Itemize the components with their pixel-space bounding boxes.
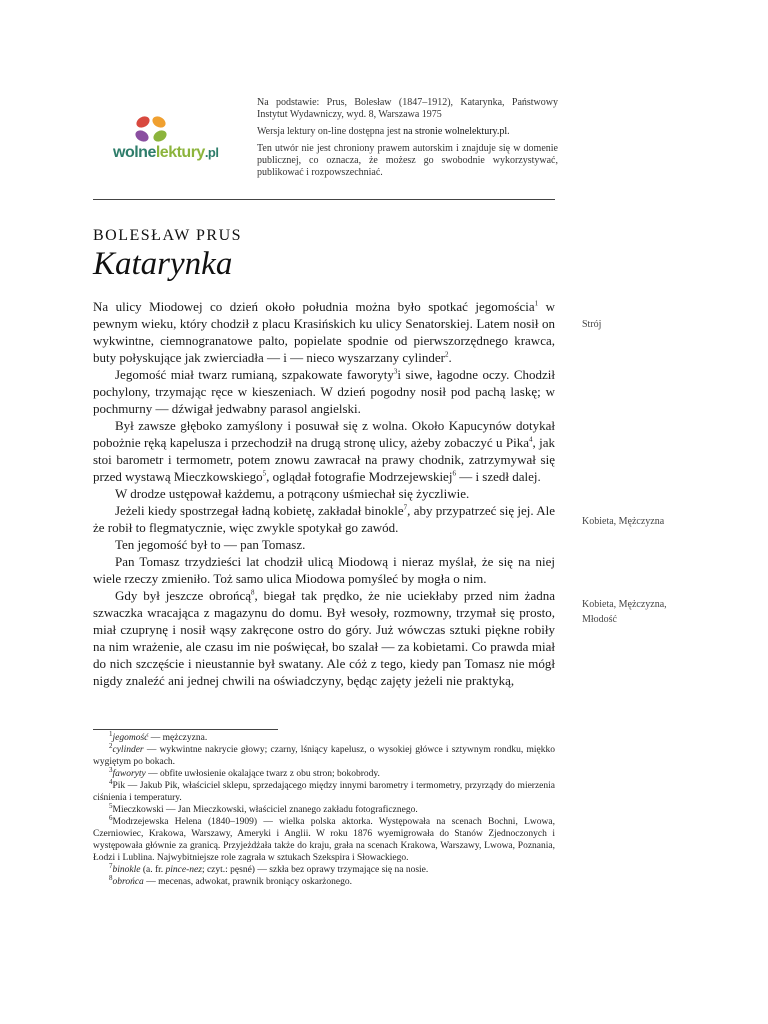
text-span: Był zawsze głęboko zamyślony i posuwał się z wolna. Około Kapucynów dotykał pobożnie ręką kapelusza i przechodził na drugą stronę ulicy, ażeby zobaczyć u Pika [93, 418, 555, 450]
footnote-number: 3 [109, 765, 113, 774]
footnote-text: ; czyt.: pęsné) — szkła bez oprawy trzymające się na nosie. [201, 865, 429, 875]
footnote-ref-3[interactable]: 3 [393, 367, 398, 376]
footnotes [93, 729, 555, 888]
text-span: — i szedł dalej. [455, 469, 541, 484]
margin-note-3[interactable]: Kobieta, Mężczyzna, Młodość [582, 599, 667, 625]
text-span: , oglądał fotografie Modrzejewskiej [266, 469, 453, 484]
paragraph-4: W drodze ustępował każdemu, a potrącony uśmiechał się życzliwie. [115, 486, 470, 501]
author-name: BOLESŁAW PRUS [93, 227, 243, 244]
footnote-5 [93, 801, 555, 816]
footnote-text: Modrzejewska Helena (1840–1909) — wielka polska aktorka. Występowała na scenach Bochni, Lwowa, Czerniowiec, Krakowa, Warszawy, Ameryki i Anglii. W roku 1876 wyemigrowała do Stanów Zjednoczonych i występowała głównie za granicą. Przyjeżdżała także do kraju, grała na scenach Krakowa, Warszawy, Lwowa, Poznania, Łodzi i Lublina. Najwybitniejsze role zagrała w sztukach Szekspira i Słowackiego. [93, 817, 555, 863]
online-note [257, 126, 558, 138]
source-note: Na podstawie: Prus, Bolesław (1847–1912), Katarynka, Państwowy Instytut Wydawniczy, wyd. 8, Warszawa 1975 [257, 97, 558, 120]
footnote-ref-2[interactable]: 2 [444, 350, 449, 359]
wolnelektury-logo[interactable] [113, 114, 245, 176]
footnote-ref-5[interactable]: 5 [262, 469, 267, 478]
text-span: , aby przypatrzeć się jej. Ale że robił to flegmatycznie, więc zwykle spotykał go zawód. [93, 503, 555, 535]
logo-leaves-icon [129, 114, 175, 148]
footnote-term: obrońca [112, 877, 144, 887]
footnote-1 [93, 729, 555, 744]
paragraph-2 [93, 366, 555, 417]
footnote-ref-7[interactable]: 7 [403, 503, 408, 512]
footnote-number: 7 [109, 861, 113, 870]
paragraph-5 [93, 502, 555, 536]
footnote-ref-4[interactable]: 4 [529, 435, 533, 444]
footnote-term: faworyty [112, 769, 146, 779]
footnote-ref-1[interactable]: 1 [534, 299, 539, 308]
text-span: Gdy był jeszcze obrońcą [115, 588, 252, 603]
text-span: Jeżeli kiedy spostrzegał ładną kobietę, zakładał binokle [115, 503, 404, 518]
online-prefix: Wersja lektury on-line dostępna jest [257, 126, 404, 137]
work-title: Katarynka [93, 246, 233, 282]
footnote-term: binokle [112, 865, 141, 875]
margin-note-1[interactable]: Strój [582, 319, 602, 330]
main-text [93, 298, 555, 689]
text-span: w pewnym wieku, który chodził z placu Krasińskich ku ulicy Senatorskiej. Latem nosił on wykwintne, ciemnogranatowe palto, popielate spodnie od pierwszorzędnego krawca, buty połyskujące jak zwierciadła — i — nieco wyszarzany cylinder [93, 299, 555, 365]
online-link[interactable]: na stronie wolnelektury.pl [403, 126, 508, 137]
footnote-6 [93, 813, 555, 864]
text-span: Jegomość miał twarz rumianą, szpakowate faworyty [115, 367, 394, 382]
text-span: . [448, 350, 452, 365]
text-span: Na ulicy Miodowej co dzień około południa można było spotkać jegomościa [93, 299, 535, 314]
paragraph-8 [93, 587, 555, 689]
margin-note-2[interactable]: Kobieta, Mężczyzna [582, 516, 665, 527]
logo-part-3: .pl [204, 145, 219, 160]
footnote-text: (a. fr. [140, 865, 166, 875]
paragraph-7: Pan Tomasz trzydzieści lat chodził ulicą Miodową i nieraz myślał, że się na niej wiele rzeczy zmieniło. Toż samo ulica Miodowa pomyśleć by mogła o nim. [93, 554, 555, 586]
footnote-text: — obfite uwłosienie okalające twarz z obu stron; bokobrody. [145, 769, 380, 779]
license-note: Ten utwór nie jest chroniony prawem autorskim i znajduje się w domenie publicznej, co oznacza, że możesz go swobodnie wykorzystywać, publikować i rozpowszechniać. [257, 143, 558, 178]
logo-part-1: wolne [113, 144, 156, 161]
logo-part-2: lektury [155, 144, 205, 161]
footnote-text: — mężczyzna. [148, 733, 208, 743]
footnote-ref-8[interactable]: 8 [251, 588, 255, 597]
text-span: , biegał tak prędko, że nie uciekłaby przed nim żadna szwaczka wracająca z magazynu do domu. Był wesoły, rozmowny, trzymał się prosto, miał czuprynę i nosił wąsy zakręcone ostro do góry. Już wówczas sztuki piękne robiły na nim wrażenie, ale czasu im nie poświęcał, bo szalał — za kobietami. Co prawda miał do nich szczęście i nieustannie był swatany. Ale cóż z tego, kiedy pan Tomasz nie mógł nigdy znaleźć ani jednej chwili na oświadczyny, będąc zajęty jeżeli nie praktyką, [93, 588, 555, 688]
header-info [257, 97, 558, 184]
footnote-number: 4 [109, 777, 113, 786]
footnote-number: 8 [109, 873, 113, 882]
footnote-text: Pik — Jakub Pik, właściciel sklepu, sprzedającego między innymi barometry i termometry, przyrządy do mierzenia ciśnienia i temperatury. [93, 781, 555, 803]
footnote-number: 2 [109, 741, 113, 750]
paragraph-3 [93, 417, 555, 485]
footnote-ref-6[interactable]: 6 [452, 469, 456, 478]
footnote-number: 5 [109, 801, 113, 810]
footnote-2 [93, 741, 555, 768]
paragraph-6: Ten jegomość był to — pan Tomasz. [115, 537, 306, 552]
logo-wordmark [113, 144, 218, 162]
footnote-8 [93, 873, 555, 888]
text-span: , jak stoi barometr i termometr, potem znowu zawracał na prawy chodnik, zatrzymywał się przed wystawą Mieczkowskiego [93, 435, 555, 484]
text-span: i siwe, łagodne oczy. Chodził pochylony, trzymając ręce w kieszeniach. W dzień pogodny nosił pod pachą laskę; w pochmurny — dźwigał jedwabny parasol angielski. [93, 367, 556, 416]
footnote-number: 1 [109, 729, 113, 738]
footnote-text: — mecenas, adwokat, prawnik broniący oskarżonego. [143, 877, 352, 887]
footnote-text: Mieczkowski — Jan Mieczkowski, właściciel znanego zakładu fotograficznego. [112, 805, 418, 815]
footnote-number: 6 [109, 813, 113, 822]
online-suffix: . [507, 126, 510, 137]
footnote-4 [93, 777, 555, 804]
footnote-term: jegomość [112, 733, 149, 743]
paragraph-1 [93, 298, 555, 366]
footnote-text: — wykwintne nakrycie głowy; czarny, lśniący kapelusz, o wysokiej główce i sztywnym rondku, miękko wygiętym po bokach. [93, 745, 555, 767]
footnote-7 [93, 861, 555, 876]
header-divider [93, 199, 555, 200]
footnote-divider [93, 729, 278, 730]
footnote-3 [93, 765, 555, 780]
footnote-foreign-term: pince-nez [165, 865, 202, 875]
footnote-term: cylinder [112, 745, 144, 755]
